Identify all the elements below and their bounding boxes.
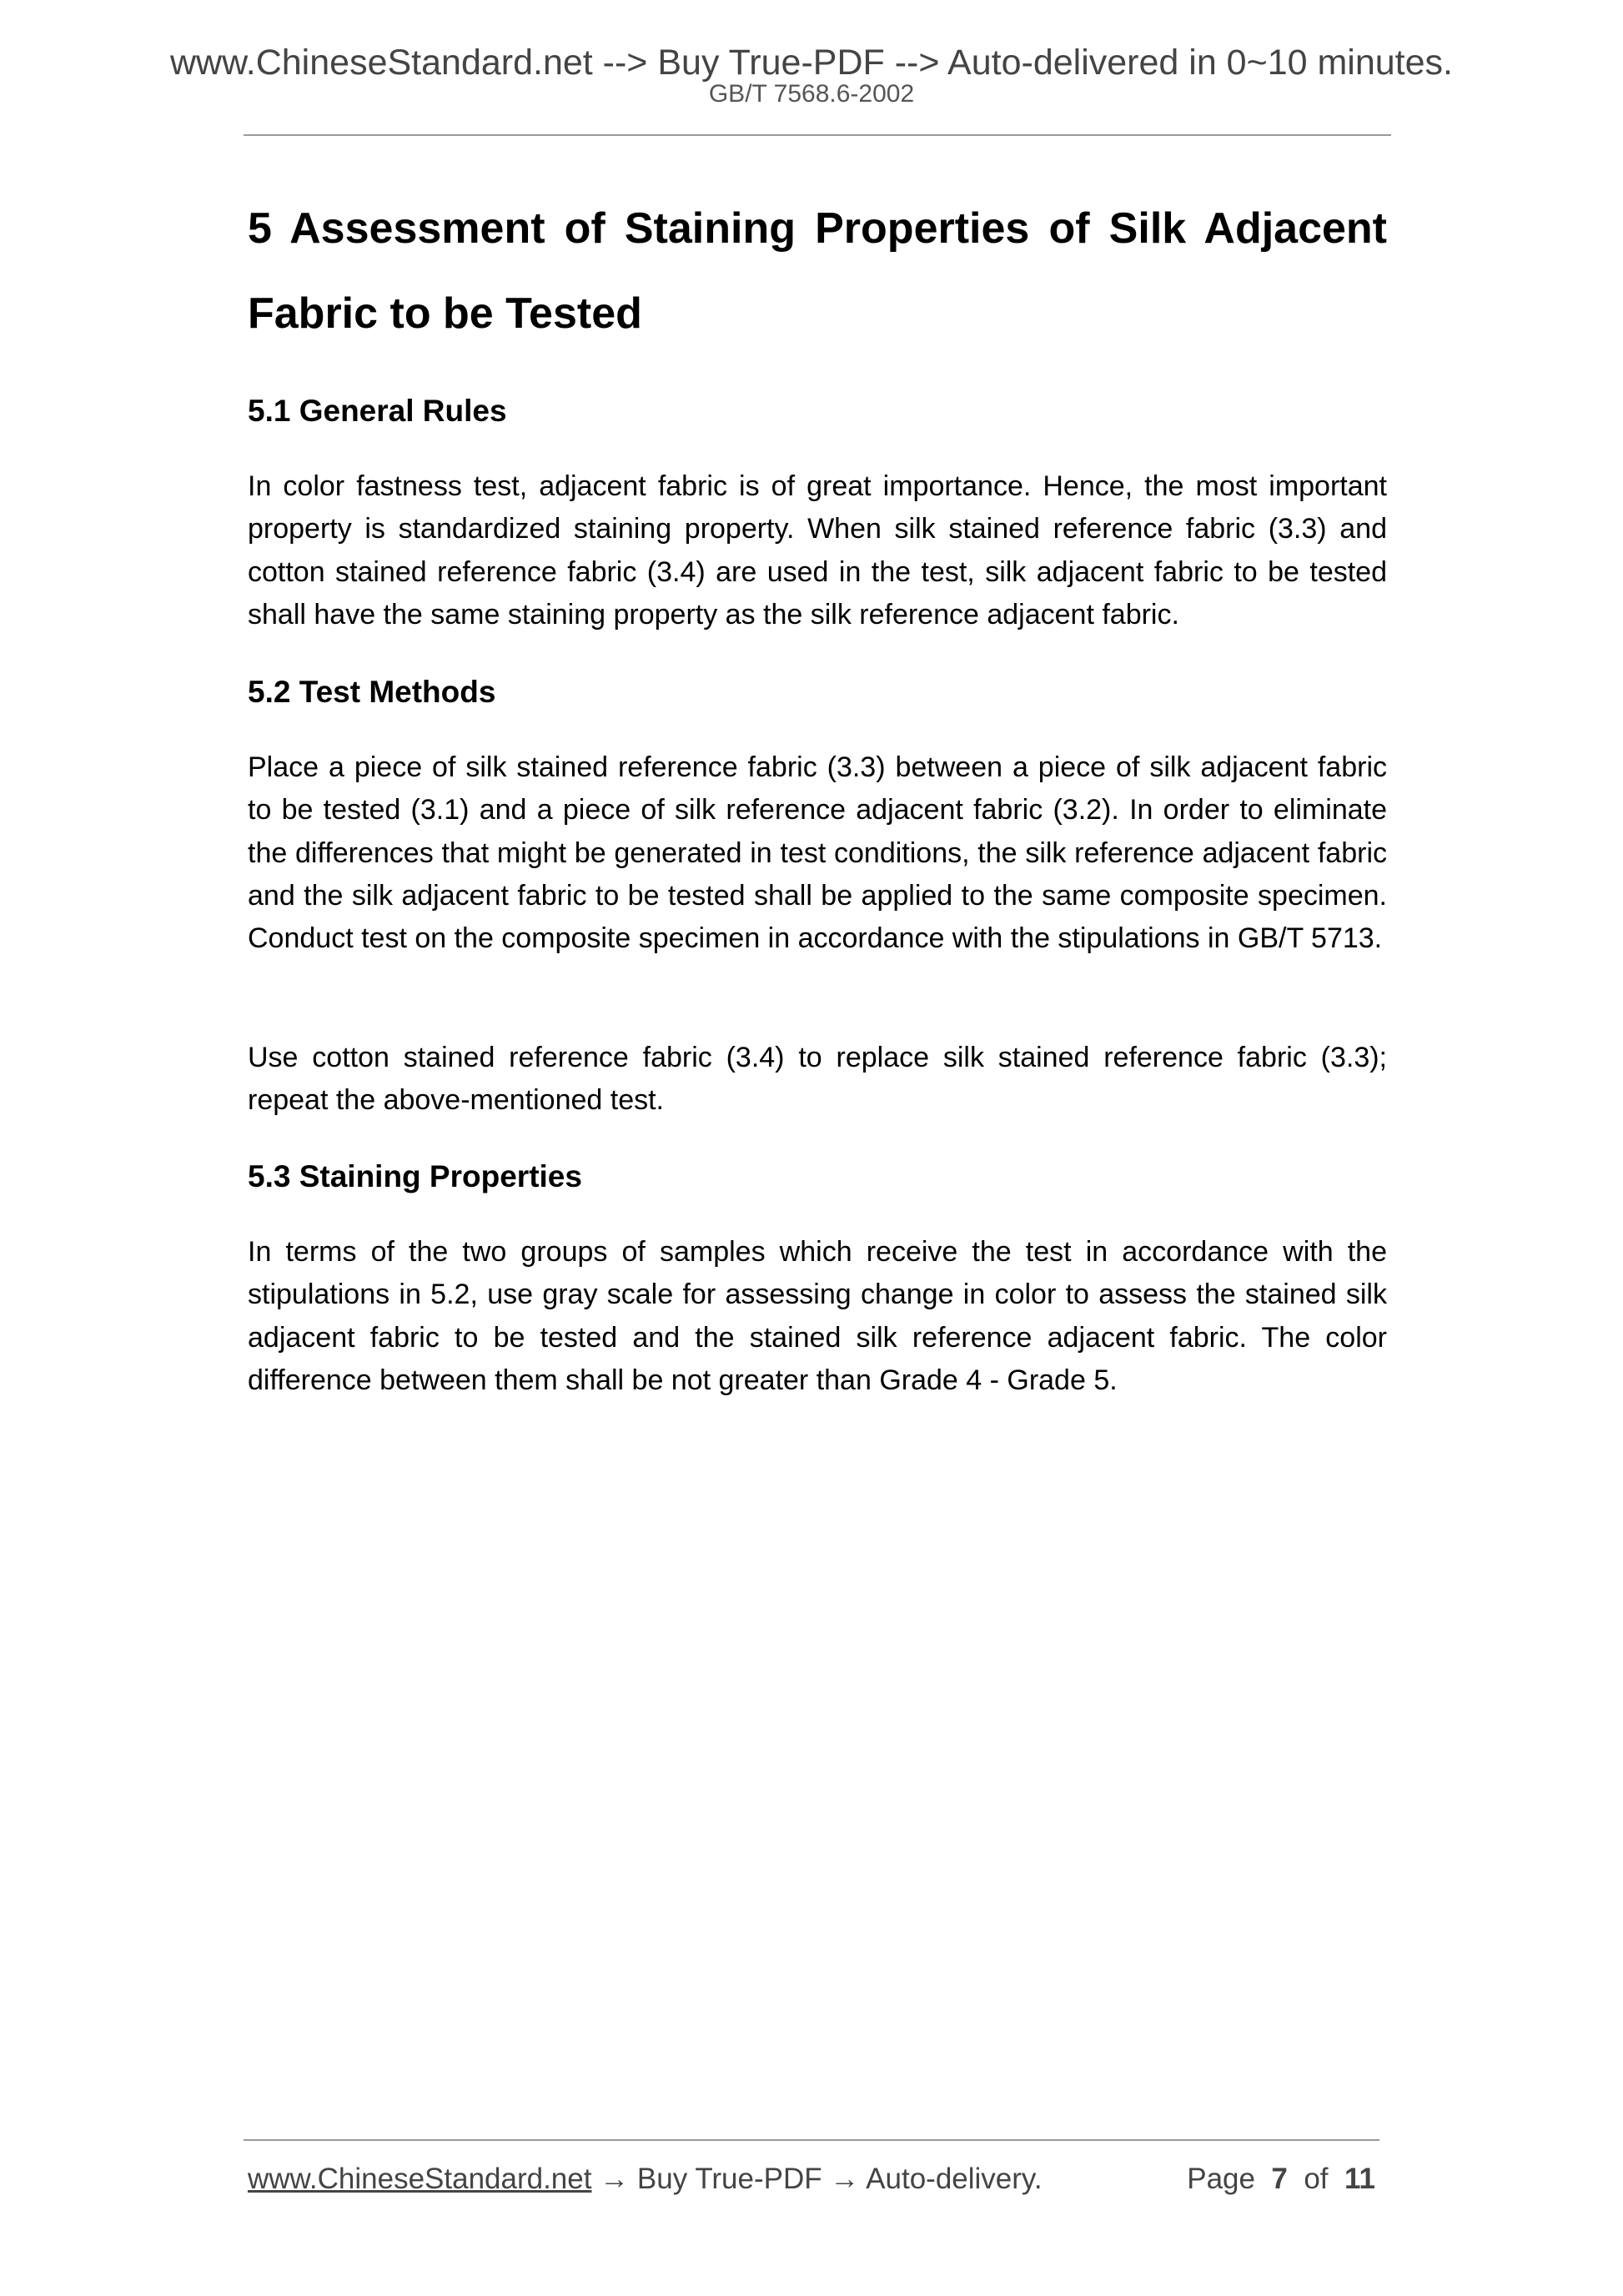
subsection-5-3 — [248, 1156, 1387, 1198]
paragraph — [248, 1037, 1387, 1123]
footer — [248, 2160, 1375, 2198]
subsection-title: 5.1 General Rules — [248, 394, 507, 428]
footer-left — [248, 2160, 1043, 2198]
page-indicator — [1187, 2160, 1375, 2198]
header-divider — [244, 134, 1391, 136]
paragraph-text: Use cotton stained reference fabric (3.4) to replace silk stained reference fabric (3.3); repeat the above-mentioned test. — [248, 1042, 1387, 1117]
subsection-5-2 — [248, 671, 1387, 713]
paragraph-text: In terms of the two groups of samples which receive the test in accordance with the stipulations in 5.2, use gray scale for assessing change in color to assess the stained silk adjacent fabric to be tested and the stained silk reference adjacent fabric. The color difference between them shall be not greater than Grade 4 - Grade 5. — [248, 1236, 1387, 1396]
paragraph — [248, 1231, 1387, 1402]
footer-divider — [244, 2139, 1379, 2141]
subsection-5-1 — [248, 390, 1387, 432]
top-banner: www.ChineseStandard.net --> Buy True-PDF --> Auto-delivered in 0~10 minutes. — [169, 43, 1453, 83]
footer-text: → Buy True-PDF → Auto-delivery. — [591, 2163, 1043, 2195]
section-title: 5 Assessment of Staining Properties of Silk Adjacent Fabric to be Tested — [248, 204, 1387, 338]
paragraph-text: Place a piece of silk stained reference fabric (3.3) between a piece of silk adjacent fabric to be tested (3.1) and a piece of silk reference adjacent fabric (3.2). In order to eliminate the differences that might be generated in test conditions, the silk reference adjacent fabric and the silk adjacent fabric to be tested shall be applied to the same composite specimen. Conduct test on the composite specimen in accordance with the stipulations in GB/T 5713. — [248, 751, 1387, 955]
section-title-block — [248, 186, 1387, 356]
of-label: of — [1304, 2163, 1329, 2195]
subsection-title: 5.3 Staining Properties — [248, 1159, 582, 1193]
document-code: GB/T 7568.6-2002 — [708, 80, 915, 108]
page-current: 7 — [1271, 2163, 1288, 2195]
paragraph-text: In color fastness test, adjacent fabric is of great importance. Hence, the most important property is standardized staining property. When silk stained reference fabric (3.3) and cotton stained reference fabric (3.4) are used in the test, silk adjacent fabric to be tested shall have the same staining property as the silk reference adjacent fabric. — [248, 470, 1387, 631]
paragraph — [248, 465, 1387, 636]
footer-site-link[interactable]: www.ChineseStandard.net — [248, 2163, 592, 2195]
subsection-title: 5.2 Test Methods — [248, 675, 496, 709]
page-label: Page — [1187, 2163, 1255, 2195]
page-total: 11 — [1344, 2163, 1375, 2195]
paragraph — [248, 746, 1387, 960]
